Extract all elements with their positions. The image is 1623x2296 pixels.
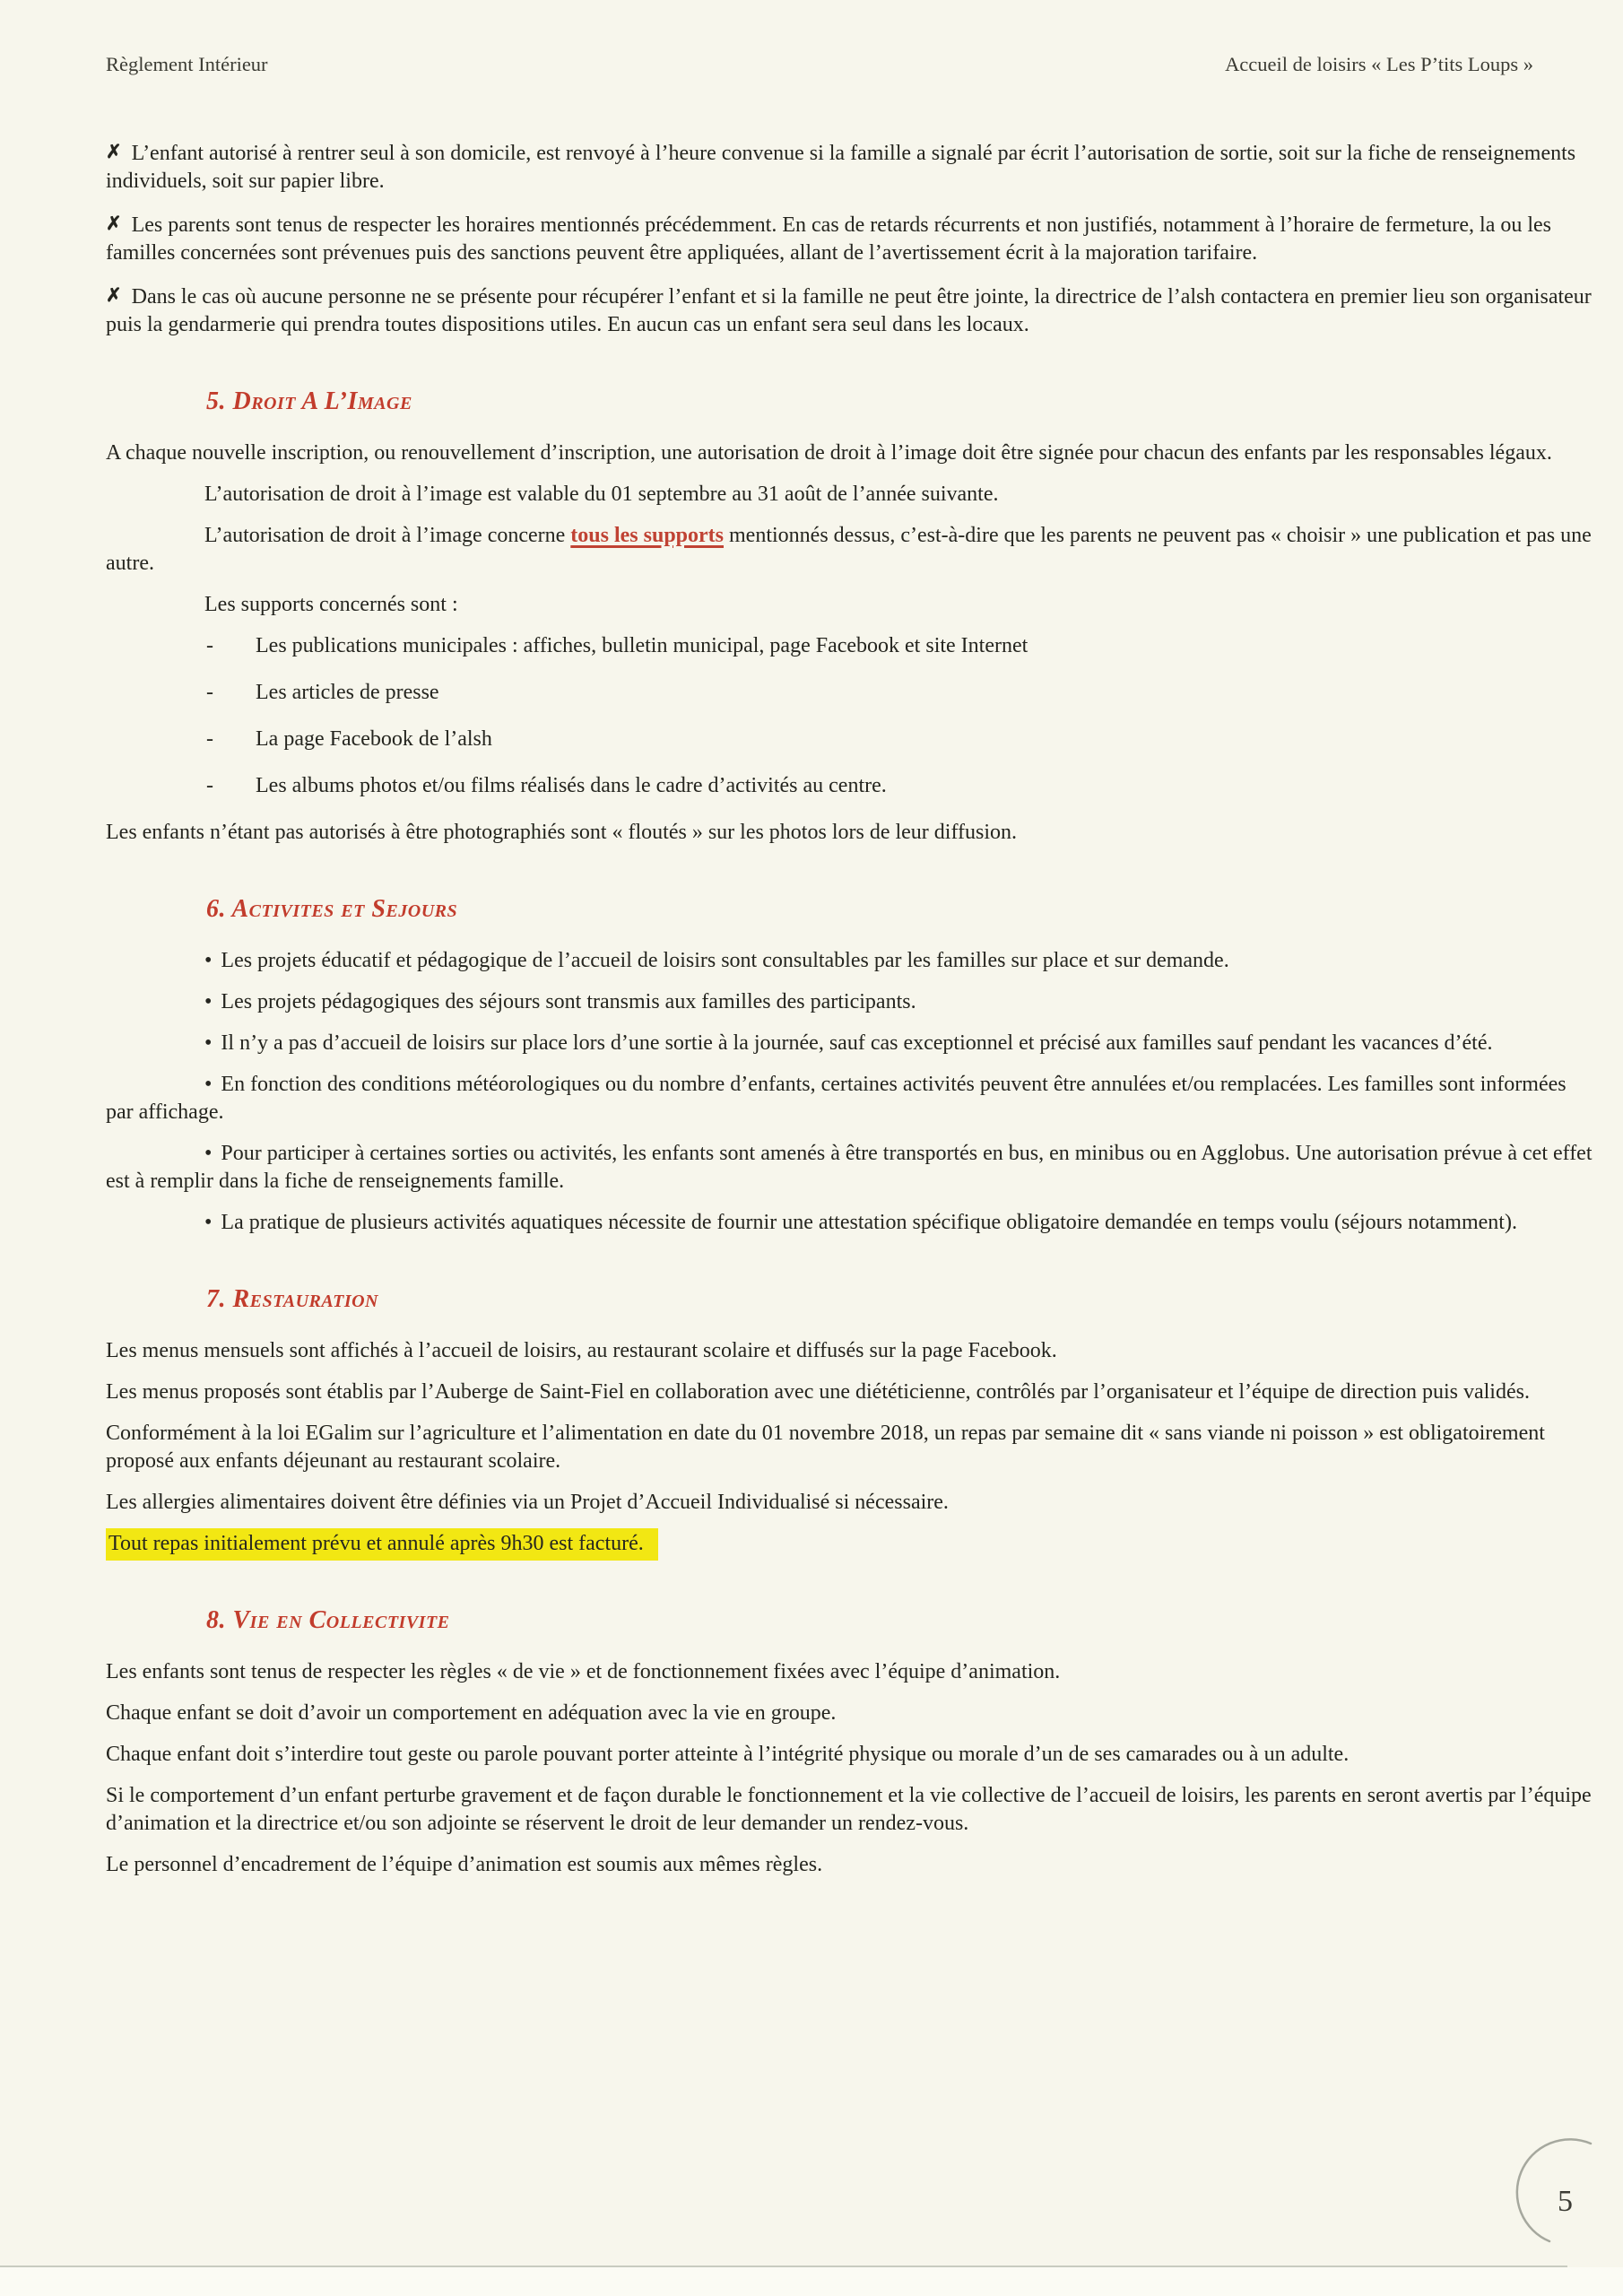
paragraph-text: L’autorisation de droit à l’image concerne xyxy=(204,524,571,547)
bullet-paragraph xyxy=(106,1140,1596,1196)
paragraph xyxy=(106,522,1596,578)
section-5-heading: 5. Droit A L’Image xyxy=(206,387,412,415)
paragraph: Le personnel d’encadrement de l’équipe d’animation est soumis aux mêmes règles. xyxy=(106,1853,823,1876)
paragraph: Les supports concernés sont : xyxy=(204,593,458,616)
paragraph: A chaque nouvelle inscription, ou renouvellement d’inscription, une autorisation de droit à l’image doit être signée pour chacun des enfants par les responsables légaux. xyxy=(106,441,1552,465)
paragraph: Chaque enfant se doit d’avoir un comportement en adéquation avec la vie en groupe. xyxy=(106,1701,837,1725)
dot-bullet-icon: • xyxy=(204,1073,213,1096)
bullet-paragraph xyxy=(106,988,1596,1016)
paragraph: Les menus mensuels sont affichés à l’accueil de loisirs, au restaurant scolaire et diffusés sur la page Facebook. xyxy=(106,1339,1057,1362)
bullet-paragraph xyxy=(106,1071,1596,1126)
intro-paragraph xyxy=(106,140,1596,196)
paragraph-text: Dans le cas où aucune personne ne se présente pour récupérer l’enfant et si la famille ne peut être jointe, la directrice de l’alsh contactera en premier lieu son organisateur puis la gendarmerie qui prendra toutes dispositions utiles. En aucun cas un enfant sera seul dans les locaux. xyxy=(106,285,1592,336)
dot-bullet-icon: • xyxy=(204,1142,213,1165)
paragraph: Chaque enfant doit s’interdire tout geste ou parole pouvant porter atteinte à l’intégrité physique ou morale d’un de ses camarades ou à un adulte. xyxy=(106,1743,1350,1766)
dot-bullet-icon: • xyxy=(204,1031,213,1055)
list-item-text: La page Facebook de l’alsh xyxy=(256,727,492,751)
paragraph-text: mentionnés dessus, c’est-à-dire que les parents ne peuvent pas « choisir » une publication et pas une autre. xyxy=(106,524,1592,575)
section-8-heading: 8. Vie en Collectivite xyxy=(206,1606,450,1634)
list-item-text: Les articles de presse xyxy=(256,681,439,704)
paragraph-text: Les projets pédagogiques des séjours sont transmis aux familles des participants. xyxy=(221,990,916,1013)
dash-bullet-icon: - xyxy=(206,634,213,657)
dot-bullet-icon: • xyxy=(204,1211,213,1234)
list-item xyxy=(206,632,1596,660)
paragraph: Conformément à la loi EGalim sur l’agriculture et l’alimentation en date du 01 novembre 2018, un repas par semaine dit « sans viande ni poisson » est obligatoirement proposé aux enfants déjeunant au restaurant scolaire. xyxy=(106,1422,1545,1473)
page-header xyxy=(0,0,1623,77)
paragraph-text: Les parents sont tenus de respecter les horaires mentionnés précédemment. En cas de retards récurrents et non justifiés, notamment à l’horaire de fermeture, la ou les familles concernées sont prévenues puis des sanctions peuvent être appliquées, allant de l’avertissement écrit à la majoration tarifaire. xyxy=(106,213,1552,265)
section-6-heading: 6. Activites et Sejours xyxy=(206,895,458,923)
document-body xyxy=(106,140,1596,1879)
intro-paragraph xyxy=(106,212,1596,267)
page-curl-arc xyxy=(1503,2138,1610,2250)
list-item xyxy=(206,679,1596,707)
dot-bullet-icon: • xyxy=(204,990,213,1013)
dash-bullet-icon: - xyxy=(206,681,213,704)
list-item-text: Les albums photos et/ou films réalisés dans le cadre d’activités au centre. xyxy=(256,774,887,797)
list-item xyxy=(206,772,1596,800)
paragraph: Si le comportement d’un enfant perturbe gravement et de façon durable le fonctionnement et la vie collective de l’accueil de loisirs, les parents en seront avertis par l’équipe d’animation et la directrice et/ou son adjointe se réservent le droit de leur demander un rendez-vous. xyxy=(106,1784,1592,1835)
highlighted-note xyxy=(106,1530,1596,1558)
bullet-paragraph xyxy=(106,947,1596,975)
bullet-paragraph xyxy=(106,1209,1596,1237)
paragraph: L’autorisation de droit à l’image est valable du 01 septembre au 31 août de l’année suivante. xyxy=(204,483,999,506)
paragraph-text: L’enfant autorisé à rentrer seul à son domicile, est renvoyé à l’heure convenue si la famille a signalé par écrit l’autorisation de sortie, soit sur la fiche de renseignements individuels, soit sur papier libre. xyxy=(106,142,1576,193)
x-mark-bullet-icon: ✗ xyxy=(106,213,122,234)
page-number: 5 xyxy=(1558,2185,1573,2218)
paragraph: Les menus proposés sont établis par l’Auberge de Saint-Fiel en collaboration avec une diététicienne, contrôlés par l’organisateur et l’équipe de direction puis validés. xyxy=(106,1380,1530,1404)
intro-paragraph xyxy=(106,283,1596,339)
section-7-heading: 7. Restauration xyxy=(206,1285,378,1313)
paragraph-text: La pratique de plusieurs activités aquatiques nécessite de fournir une attestation spécifique obligatoire demandée en temps voulu (séjours notamment). xyxy=(221,1211,1517,1234)
tous-les-supports-emphasis: tous les supports xyxy=(570,524,725,547)
paragraph-text: Les projets éducatif et pédagogique de l’accueil de loisirs sont consultables par les familles sur place et sur demande. xyxy=(221,949,1229,972)
x-mark-bullet-icon: ✗ xyxy=(106,284,122,306)
document-subtitle: Accueil de loisirs « Les P’tits Loups » xyxy=(1225,53,1533,75)
paragraph-text: En fonction des conditions météorologiques ou du nombre d’enfants, certaines activités peuvent être annulées et/ou remplacées. Les familles sont informées par affichage. xyxy=(106,1073,1567,1124)
paragraph: Les enfants sont tenus de respecter les règles « de vie » et de fonctionnement fixées avec l’équipe d’animation. xyxy=(106,1660,1061,1683)
bullet-paragraph xyxy=(106,1030,1596,1057)
dot-bullet-icon: • xyxy=(204,949,213,972)
list-item-text: Les publications municipales : affiches, bulletin municipal, page Facebook et site Internet xyxy=(256,634,1028,657)
paragraph: Les allergies alimentaires doivent être définies via un Projet d’Accueil Individualisé si nécessaire. xyxy=(106,1491,949,1514)
list-item xyxy=(206,726,1596,753)
dash-bullet-icon: - xyxy=(206,774,213,797)
paragraph-text: Il n’y a pas d’accueil de loisirs sur place lors d’une sortie à la journée, sauf cas exceptionnel et précisé aux familles sauf pendant les vacances d’été. xyxy=(221,1031,1493,1055)
dash-bullet-icon: - xyxy=(206,727,213,751)
document-title: Règlement Intérieur xyxy=(106,53,268,75)
highlighted-text: Tout repas initialement prévu et annulé après 9h30 est facturé. xyxy=(106,1528,658,1561)
x-mark-bullet-icon: ✗ xyxy=(106,141,122,162)
scan-bottom-strip xyxy=(0,2267,1623,2296)
paragraph: Les enfants n’étant pas autorisés à être photographiés sont « floutés » sur les photos lors de leur diffusion. xyxy=(106,821,1018,844)
paragraph-text: Pour participer à certaines sorties ou activités, les enfants sont amenés à être transportés en bus, en minibus ou en Agglobus. Une autorisation prévue à cet effet est à remplir dans la fiche de renseignements famille. xyxy=(106,1142,1593,1193)
